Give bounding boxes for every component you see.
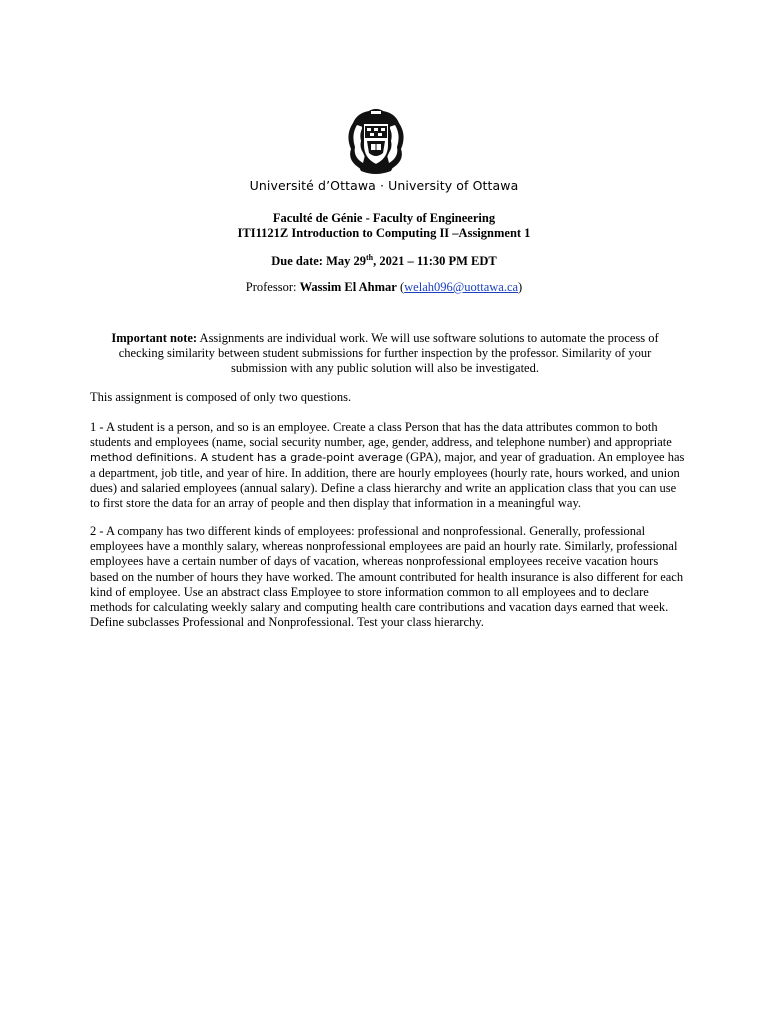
course-title: ITI1121Z Introduction to Computing II –Assignment 1 — [237, 226, 531, 240]
question-1-part-3: (GPA), major, and year of graduation. An employee has a department, job title, and year of hire. In addition, there are hourly employees (hourly rate, hours worked, and union dues) and salaried employees (annual salary). Define a class hierarchy and write an application class that you can use to first store the data for an array of people and then display that information in a meaningful way. — [90, 450, 685, 511]
university-crest-logo — [343, 105, 409, 175]
question-2: 2 - A company has two different kinds of employees: professional and nonprofessional. Generally, professional employees have a monthly salary, whereas nonprofessional employees are paid an hourly rate. Similarly, professional employees have a certain number of days of vacation, whereas nonprofessional employees receive vacation hours based on the number of hours they have worked. The amount contributed for health insurance is also different for each kind of employee. Use an abstract class Employee to store information common to all employees and to declare methods for calculating weekly salary and computing health care contributions and vacation days earned that week. Define subclasses Professional and Nonprofessional. Test your class hierarchy. — [90, 524, 684, 630]
due-date-label: Due date: May 29 — [271, 254, 367, 269]
due-date — [0, 253, 768, 269]
question-1-part-1: 1 - A student is a person, and so is an employee. Create a class Person that has the data attributes common to both students and employees (name, social security number, age, gender, address, and telephone number) and appropriate — [90, 420, 672, 450]
important-note-label: Important note: — [111, 331, 198, 345]
professor-name: Wassim El Ahmar — [299, 280, 397, 294]
important-note — [110, 331, 660, 376]
due-date-superscript: th — [366, 253, 374, 262]
faculty-title: Faculté de Génie - Faculty of Engineering — [272, 211, 496, 225]
intro-paragraph: This assignment is composed of only two questions. — [90, 390, 352, 404]
professor-label: Professor: — [245, 280, 300, 294]
university-name: Université d’Ottawa · University of Ottawa — [249, 178, 519, 193]
question-1 — [90, 420, 686, 511]
due-date-rest: , 2021 – 11:30 PM EDT — [373, 254, 497, 269]
question-1-part-2: method definitions. A student has a grade-point average — [90, 451, 403, 465]
important-note-text: Assignments are individual work. We will use software solutions to automate the process of checking similarity between student submissions for further inspection by the professor. Similarity of your submission with any public solution will also be investigated. — [118, 331, 659, 375]
professor-line: Professor: Wassim El Ahmar (welah096@uottawa.ca) — [245, 280, 523, 294]
professor-email-link[interactable]: welah096@uottawa.ca — [404, 280, 519, 294]
